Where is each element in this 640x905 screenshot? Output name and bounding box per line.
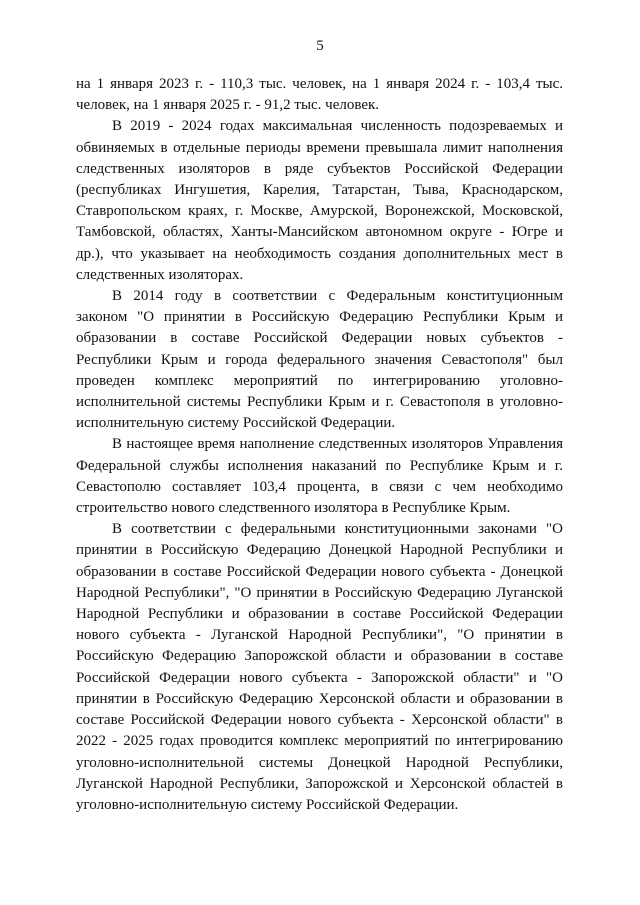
paragraph-continuation: на 1 января 2023 г. - 110,3 тыс. человек, на 1 января 2024 г. - 103,4 тыс. человек, на 1 января 2025 г. - 91,2 тыс. человек. (76, 76, 563, 114)
paragraph-crimea-integration: В 2014 году в соответствии с Федеральным конституционным законом "О принятии в Российскую Федерацию Республики Крым и образовании в составе Российской Федерации новых субъектов - Республики Крым и города федерального значения Севастополя" был проведен комплекс мероприятий по интегрированию уголовно-исполнительной системы Республики Крым и г. Севастополя в уголовно-исполнительную систему Российской Федерации. (76, 288, 563, 432)
paragraph-crimea-occupancy: В настоящее время наполнение следственных изоляторов Управления Федеральной службы исполнения наказаний по Республике Крым и г. Севастополю составляет 103,4 процента, в связи с чем необходимо строительство нового следственного изолятора в Республике Крым. (76, 436, 563, 517)
document-body (76, 74, 563, 816)
page-number: 5 (316, 38, 324, 54)
paragraph-new-subjects-integration: В соответствии с федеральными конституционными законами "О принятии в Российскую Федерацию Донецкой Народной Республики и образовании в составе Российской Федерации нового субъекта - Донецкой Народной Республики", "О принятии в Российскую Федерацию Луганской Народной Республики и образовании в составе Российской Федерации нового субъекта - Луганской Народной Республики", "О принятии в Российскую Федерацию Запорожской области и образовании в составе Российской Федерации нового субъекта - Запорожской области" и "О принятии в Российскую Федерацию Херсонской области и образовании в составе Российской Федерации нового субъекта - Херсонской области" в 2022 - 2025 годах проводится комплекс мероприятий по интегрированию уголовно-исполнительной системы Донецкой Народной Республики, Луганской Народной Республики, Запорожской и Херсонской областей в уголовно-исполнительную систему Российской Федерации. (76, 521, 563, 813)
paragraph-detention-capacity: В 2019 - 2024 годах максимальная численность подозреваемых и обвиняемых в отдельные периоды времени превышала лимит наполнения следственных изоляторов в ряде субъектов Российской Федерации (республиках Ингушетия, Карелия, Татарстан, Тыва, Краснодарском, Ставропольском краях, г. Москве, Амурской, Воронежской, Московской, Тамбовской, областях, Ханты-Мансийском автономном округе - Югре и др.), что указывает на необходимость создания дополнительных мест в следственных изоляторах. (76, 118, 563, 283)
